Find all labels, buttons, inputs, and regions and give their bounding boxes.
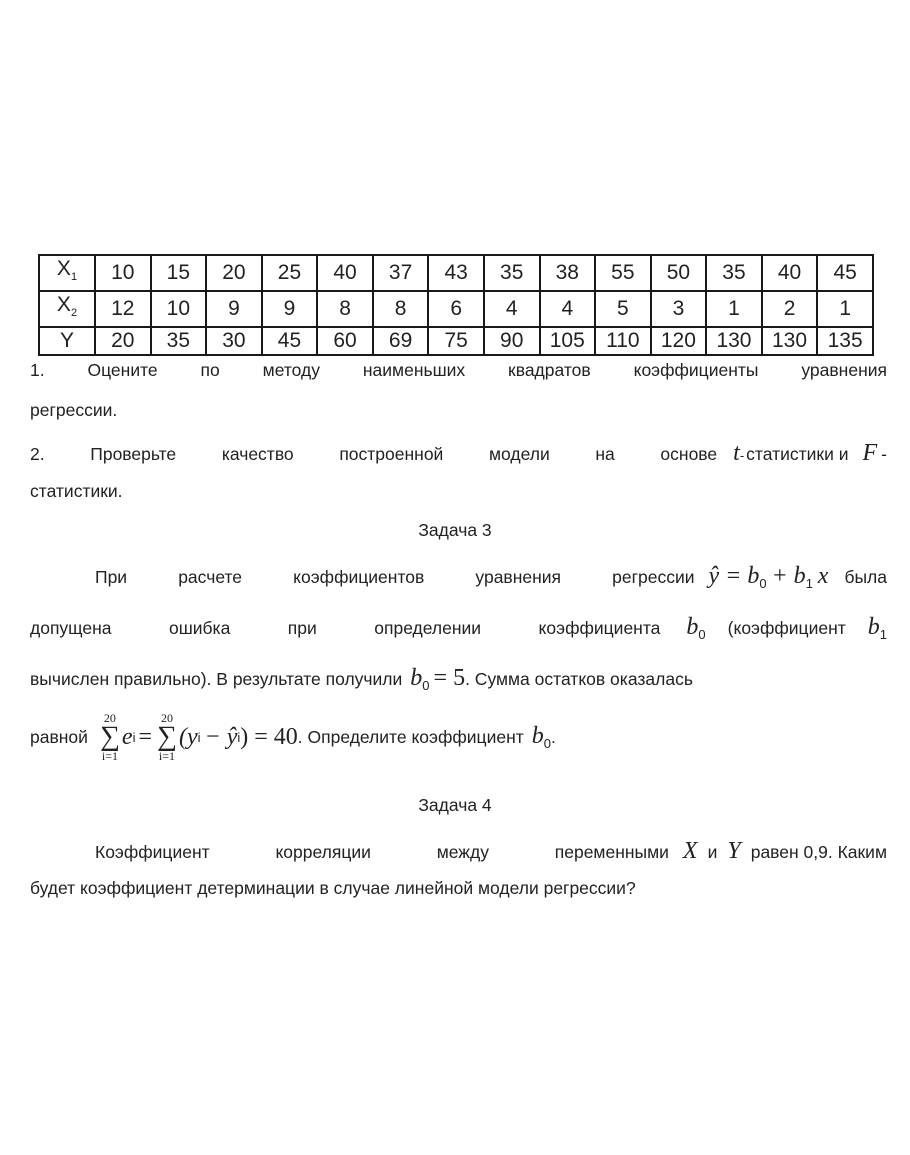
b1-subscript: 1: [879, 627, 887, 642]
task-3-line-1: [30, 563, 887, 591]
table-cell: 60: [317, 327, 373, 355]
b0-final-subscript: 0: [543, 736, 551, 751]
sum-term-y: (y: [178, 723, 198, 750]
table-cell: 15: [151, 255, 207, 291]
table-cell: 4: [540, 291, 596, 327]
task-4-line-2: будет коэффициент детерминации в случае линейной модели регрессии?: [30, 878, 636, 898]
task-3-line-2-paren: (коэффициент: [727, 618, 846, 638]
formula-b0-subscript: 0: [759, 576, 767, 591]
table-cell: 35: [706, 255, 762, 291]
regression-formula: [709, 563, 829, 591]
table-cell: 105: [540, 327, 596, 355]
formula-x: x: [817, 563, 829, 589]
table-cell: 1: [817, 291, 873, 327]
f-dash: -: [881, 444, 887, 464]
table-cell: 9: [262, 291, 318, 327]
table-cell: 12: [95, 291, 151, 327]
table-cell: 10: [151, 291, 207, 327]
table-cell: 75: [428, 327, 484, 355]
task-3-line-4-text: равной: [30, 726, 88, 747]
table-cell: 20: [206, 255, 262, 291]
var-x: X: [682, 838, 698, 864]
task-3-line-1-text: При расчете коэффициентов уравнения регрессии: [95, 567, 695, 587]
table-cell: 3: [651, 291, 707, 327]
table-cell: 8: [317, 291, 373, 327]
sum-2-lower: i=1: [158, 749, 176, 763]
table-cell: 1: [706, 291, 762, 327]
final-dot: .: [551, 726, 556, 747]
sum-1-sigma: ∑: [99, 721, 120, 752]
sum-1-upper: 20: [103, 711, 116, 725]
sum-term-y-subscript: i: [197, 729, 201, 745]
sum-2-upper: 20: [160, 711, 173, 725]
sum-term-yhat: − ŷ: [204, 723, 238, 750]
table-cell: 135: [817, 327, 873, 355]
task-item-2-line-2: статистики.: [30, 481, 123, 501]
row-label-subscript: 2: [70, 307, 78, 320]
b0-final-symbol: b: [531, 723, 544, 749]
var-y: Y: [727, 838, 741, 864]
table-row: [39, 291, 873, 327]
formula-yhat: ŷ = b: [708, 563, 760, 589]
task-3-line-3-text: вычислен правильно). В результате получили: [30, 669, 403, 689]
sum-operator-2: [157, 712, 177, 762]
t-symbol: t: [733, 440, 740, 466]
table-cell: 5: [595, 291, 651, 327]
formula-b1-subscript: 1: [805, 576, 813, 591]
table-cell: 110: [595, 327, 651, 355]
b0-result-value: = 5: [433, 665, 466, 691]
sum-operator-1: [100, 712, 120, 762]
table-cell: 10: [95, 255, 151, 291]
task-3-line-3-end: . Сумма остатков оказалась: [465, 669, 693, 689]
table-cell: 45: [817, 255, 873, 291]
table-cell: 90: [484, 327, 540, 355]
row-label-text: X: [56, 293, 71, 317]
table-cell: 69: [373, 327, 429, 355]
task-item-1-line-1: 1. Оцените по методу наименьших квадратов коэффициенты уравнения: [30, 360, 887, 380]
f-symbol: F: [862, 440, 878, 466]
table-row: [39, 327, 873, 355]
task-3-line-4: [30, 712, 556, 762]
sum-1-lower: i=1: [101, 749, 118, 763]
sum-term-yhat-subscript: i: [237, 729, 241, 745]
table-row: [39, 255, 873, 291]
sum-equals: =: [138, 723, 152, 750]
table-cell: 43: [428, 255, 484, 291]
table-cell: 4: [484, 291, 540, 327]
table-cell: 8: [373, 291, 429, 327]
table-cell: 130: [706, 327, 762, 355]
task-4-line-1-text: Коэффициент корреляции между переменными: [95, 842, 669, 862]
formula-plus-b1: + b: [771, 563, 806, 589]
table-cell: 120: [651, 327, 707, 355]
t-subscript: -: [739, 448, 745, 463]
row-label-subscript: 1: [70, 271, 78, 284]
row-label: [39, 255, 95, 291]
residual-e-subscript: i: [132, 729, 136, 745]
data-table: [38, 254, 874, 356]
row-label-text: Y: [59, 329, 74, 353]
table-cell: 6: [428, 291, 484, 327]
b0-result-subscript: 0: [422, 678, 430, 693]
sum-result: ) = 40: [240, 723, 298, 750]
task-4-line-1-end: равен 0,9. Каким: [750, 842, 887, 862]
task-4-line-1: [30, 838, 887, 865]
table-cell: 40: [762, 255, 818, 291]
table-cell: 55: [595, 255, 651, 291]
table-cell: 30: [206, 327, 262, 355]
task-item-1-line-2: регрессии.: [30, 400, 118, 420]
task-3-title: Задача 3: [418, 520, 492, 540]
row-label: [39, 327, 95, 355]
table-cell: 25: [262, 255, 318, 291]
task-item-2-line-1: [30, 440, 887, 467]
table-cell: 35: [151, 327, 207, 355]
task-3-line-4-end: . Определите коэффициент: [297, 726, 524, 747]
b0-symbol: b: [686, 614, 699, 640]
table-cell: 45: [262, 327, 318, 355]
and-word: и: [707, 842, 718, 862]
task-4-title: Задача 4: [418, 795, 492, 815]
task-3-line-3: [30, 665, 887, 693]
table-cell: 20: [95, 327, 151, 355]
task-item-2-statistics-text: статистики и: [746, 444, 849, 464]
sum-2-sigma: ∑: [157, 721, 177, 752]
b0-subscript: 0: [698, 627, 706, 642]
b0-result-symbol: b: [410, 665, 423, 691]
table-cell: 38: [540, 255, 596, 291]
task-3-line-1-end: была: [844, 567, 887, 587]
b1-symbol: b: [867, 614, 880, 640]
table-cell: 2: [762, 291, 818, 327]
table-cell: 40: [317, 255, 373, 291]
table-cell: 50: [651, 255, 707, 291]
table-cell: 37: [373, 255, 429, 291]
table-cell: 9: [206, 291, 262, 327]
task-item-2-text: 2. Проверьте качество построенной модели на основе: [30, 444, 718, 464]
residual-e: e: [121, 723, 133, 750]
task-3-line-2-text: допущена ошибка при определении коэффициента: [30, 618, 661, 638]
task-3-line-2: [30, 614, 887, 642]
row-label-text: X: [56, 257, 71, 280]
table-cell: 35: [484, 255, 540, 291]
row-label: [39, 291, 95, 327]
table-cell: 130: [762, 327, 818, 355]
